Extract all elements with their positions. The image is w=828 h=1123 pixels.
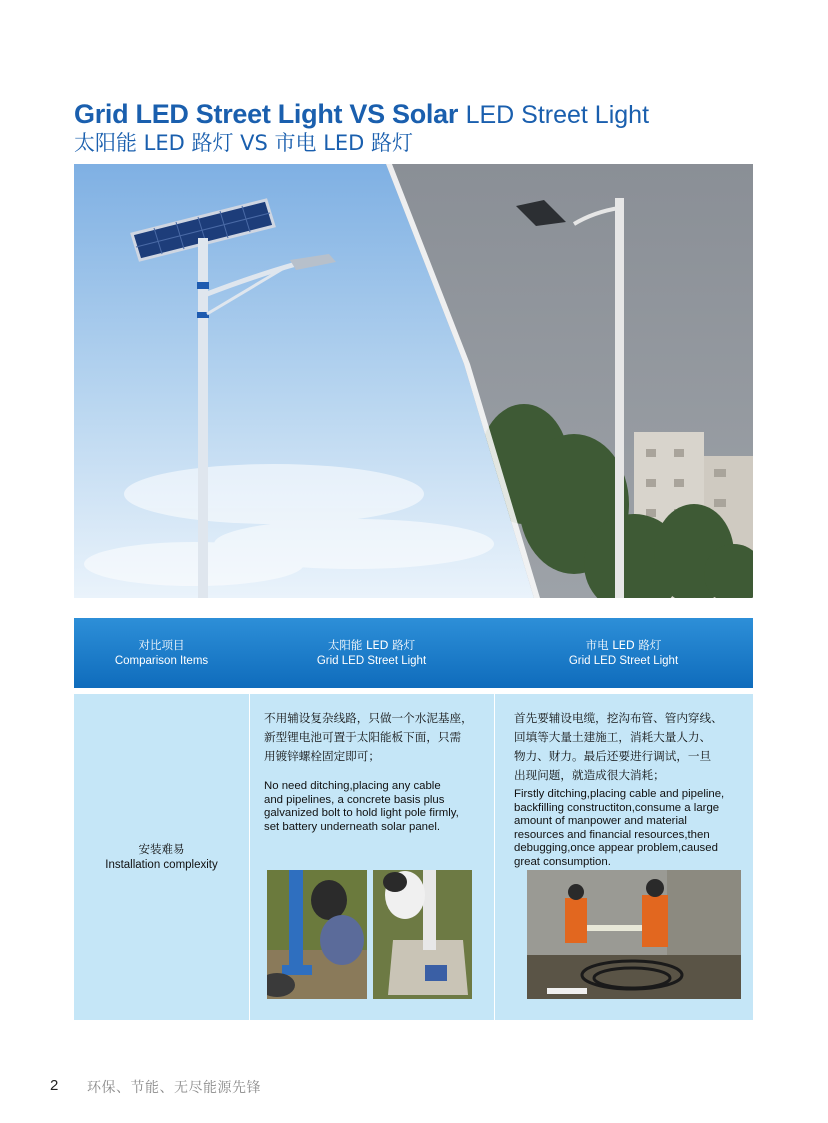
photo-workers-bolting [267,870,367,999]
grid-description-en [514,788,724,869]
text-line: great consumption. [514,855,611,868]
text-line: galvanized bolt to hold light pole firmly, [264,807,459,819]
row-label-en: Installation complexity [105,859,218,871]
row-label-cn: 安装难易 [138,842,185,856]
title-bold: Grid LED Street Light VS Solar [74,99,459,129]
comparison-table [74,618,753,1020]
hero-illustration [74,164,753,598]
text-line: set battery underneath solar panel. [264,820,441,833]
table-header [74,618,753,688]
solar-install-photo-1 [267,870,367,999]
column-divider [494,694,495,1020]
hero-comparison-image [74,164,753,598]
text-line: No need ditching,placing any cable [264,780,441,792]
header-grid [494,618,753,688]
text-line: 物力、财力。最后还要进行调试，一旦 [514,749,712,763]
page-title [74,96,649,133]
header-cn: 市电 LED 路灯 [585,638,662,652]
text-line: 回填等大量土建施工，消耗大量人力、 [514,730,712,744]
page-number: 2 [50,1077,59,1094]
header-solar [249,618,494,688]
column-divider [249,694,250,1020]
solar-description-cn [264,709,473,766]
text-line: Firstly ditching,placing cable and pipeline, [514,788,725,800]
row-label-installation [74,694,249,1020]
text-line: 首先要辅设电缆，挖沟布管、管内穿线、 [514,711,723,725]
page-title-chinese: 太阳能 LED 路灯 VS 市电 LED 路灯 [74,131,414,155]
text-line: debugging,once appear problem,caused [514,842,718,854]
grid-description-cn [514,709,723,785]
header-cn: 太阳能 LED 路灯 [327,638,416,652]
text-line: backfilling constructiton,consume a large [514,801,720,814]
title-light: LED Street Light [465,101,650,129]
header-en: Grid LED Street Light [568,655,679,667]
text-line: 用镀锌螺栓固定即可； [264,749,380,763]
solar-install-photo-2 [373,870,472,999]
text-line: amount of manpower and material [514,815,687,827]
text-line: resources and financial resources,then [514,828,710,841]
text-line: 新型锂电池可置于太阳能板下面，只需 [264,730,462,744]
grid-install-photo [527,870,741,999]
header-comparison-items [74,618,249,688]
footer-slogan: 环保、节能、无尽能源先锋 [87,1080,261,1096]
header-en: Comparison Items [114,655,209,667]
photo-concrete-base [373,870,472,999]
header-en: Grid LED Street Light [316,655,427,667]
solar-description-en [264,780,459,834]
photo-cable-trench [527,870,741,999]
text-line: 不用辅设复杂线路，只做一个水泥基座， [264,711,473,725]
header-cn: 对比项目 [138,638,185,652]
text-line: 出现问题，就造成很大消耗； [514,768,665,782]
text-line: and pipelines, a concrete basis plus [264,793,445,806]
